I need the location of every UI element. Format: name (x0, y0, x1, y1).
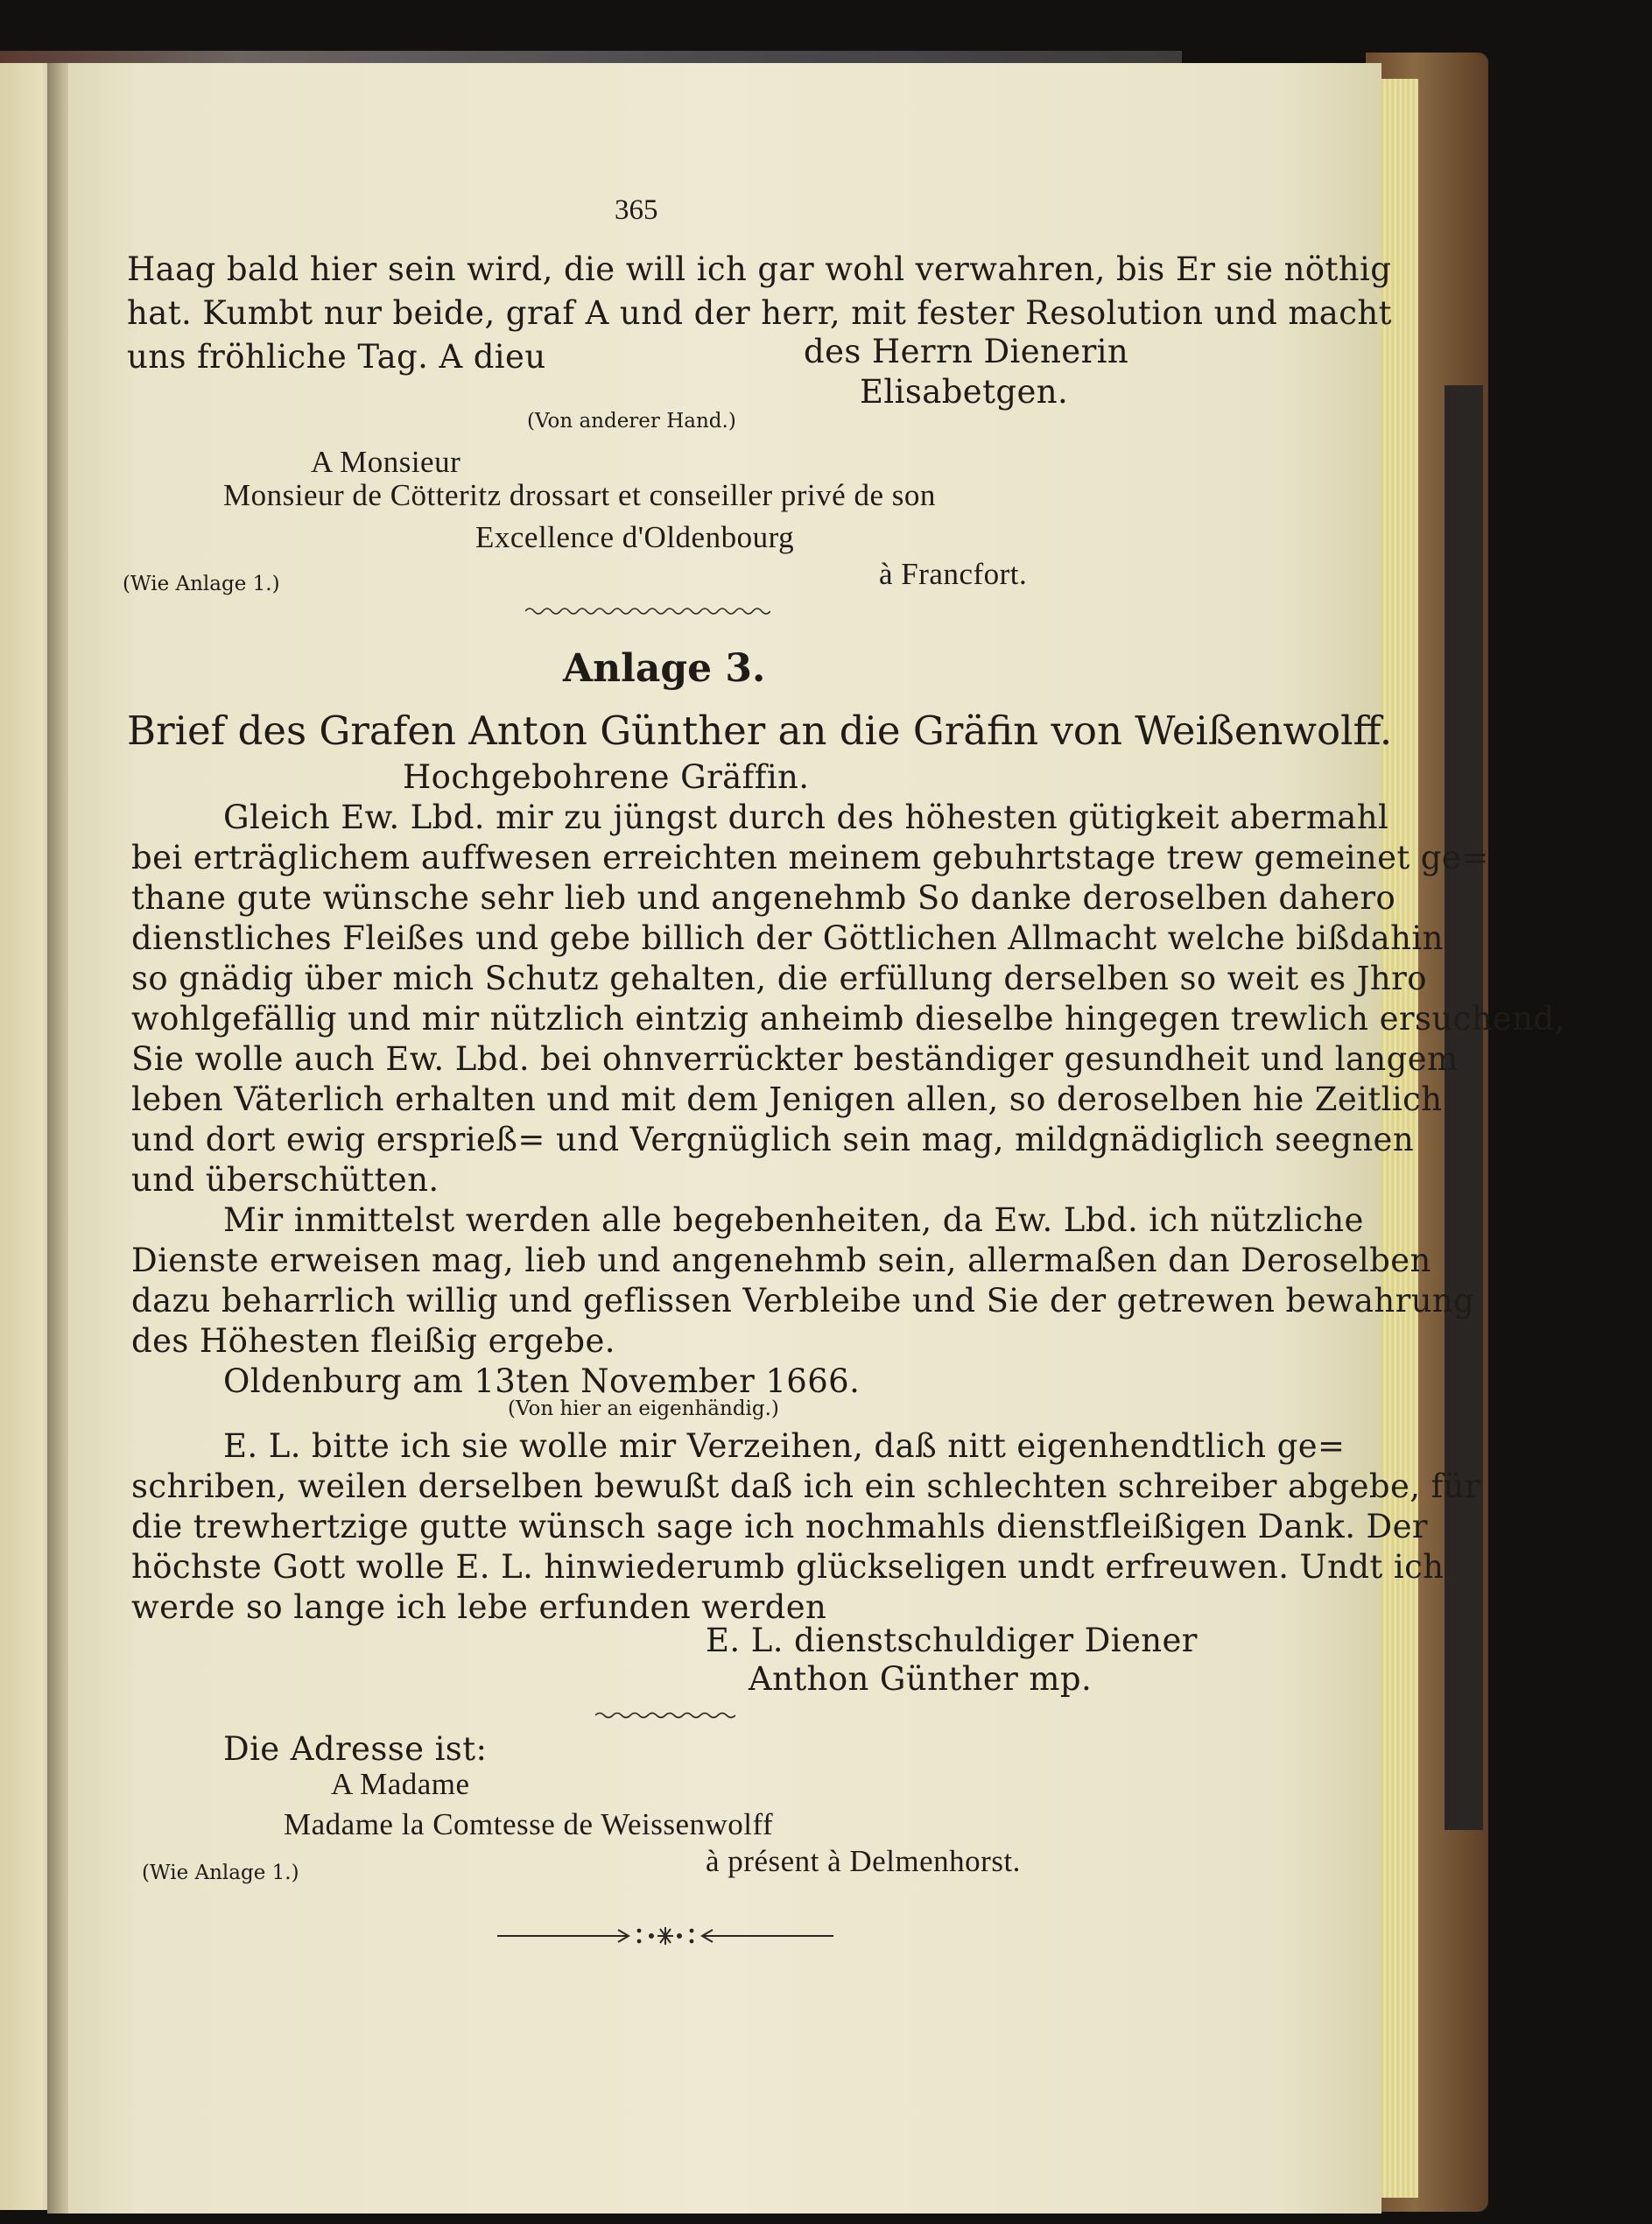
text-line: Dienste erweisen mag, lieb und angenehmb sein, allermaßen dan Deroselben (131, 1242, 1431, 1279)
text-line: Sie wolle auch Ew. Lbd. bei ohnverrückter beständiger gesundheit und langem (131, 1040, 1459, 1078)
text-line: hat. Kumbt nur beide, graf A und der herr, mit fester Resolution und macht (127, 294, 1392, 332)
address-line: Excellence d'Oldenbourg (475, 520, 795, 554)
text-line: schriben, weilen derselben bewußt daß ich ein schlechten schreiber abgebe, für (131, 1467, 1480, 1505)
text-line: Haag bald hier sein wird, die will ich gar wohl verwahren, bis Er sie nöthig (127, 250, 1392, 288)
editorial-note: (Von hier an eigenhändig.) (508, 1397, 779, 1420)
date-line: Oldenburg am 13ten November 1666. (223, 1362, 861, 1400)
text-line: des Höhesten fleißig ergebe. (131, 1322, 615, 1360)
squiggle-separator (595, 1709, 735, 1721)
text-line: Mir inmittelst werden alle begebenheiten, da Ew. Lbd. ich nützliche (223, 1201, 1364, 1239)
end-ornament (497, 1923, 833, 1949)
address-line: Madame la Comtesse de Weissenwolff (284, 1807, 774, 1841)
text-line: dienstliches Fleißes und gebe billich der Göttlichen Allmacht welche bißdahin (131, 919, 1444, 957)
page-number: 365 (615, 194, 658, 226)
editorial-note: (Wie Anlage 1.) (123, 573, 280, 595)
page-gutter (47, 63, 68, 2213)
text-line: E. L. bitte ich sie wolle mir Verzeihen, daß nitt eigenhendtlich ge= (223, 1427, 1346, 1465)
address-line: Monsieur de Cötteritz drossart et conseiller privé de son (223, 478, 936, 512)
text-line: die trewhertzige gutte wünsch sage ich nochmahls dienstfleißigen Dank. Der (131, 1508, 1428, 1545)
address-label: Die Adresse ist: (223, 1730, 488, 1768)
text-line: werde so lange ich lebe erfunden werden (131, 1588, 827, 1626)
address-line: A Monsieur (311, 445, 461, 479)
closing-line: E. L. dienstschuldiger Diener (706, 1622, 1198, 1659)
address-line: à Francfort. (879, 557, 1028, 591)
editorial-note: (Wie Anlage 1.) (142, 1862, 299, 1884)
signature-name: Elisabetgen. (860, 373, 1069, 411)
text-line: und überschütten. (131, 1161, 439, 1199)
text-line: dazu beharrlich willig und geflissen Verbleibe und Sie der getrewen bewahrung (131, 1282, 1475, 1320)
appendix-heading: Anlage 3. (563, 646, 766, 691)
cover-spine-strip (1445, 385, 1483, 1830)
closing-signature: Anthon Günther mp. (749, 1660, 1093, 1698)
text-line: höchste Gott wolle E. L. hinwiederumb glückseligen undt erfreuwen. Undt ich (131, 1548, 1445, 1586)
editorial-note: (Von anderer Hand.) (527, 410, 736, 433)
text-line: so gnädig über mich Schutz gehalten, die erfüllung derselben so weit es Jhro (131, 960, 1427, 997)
appendix-subheading: Brief des Grafen Anton Günther an die Gräfin von Weißenwolff. (127, 707, 1393, 754)
text-line: leben Väterlich erhalten und mit dem Jenigen allen, so deroselben hie Zeitlich (131, 1080, 1443, 1118)
squiggle-separator (525, 604, 770, 618)
signature-line: des Herrn Dienerin (804, 333, 1129, 370)
salutation: Hochgebohrene Gräffin. (403, 758, 810, 796)
text-line: wohlgefällig und mir nützlich eintzig anheimb dieselbe hingegen trewlich ersuchend, (131, 1000, 1565, 1038)
text-line: Gleich Ew. Lbd. mir zu jüngst durch des höhesten gütigkeit abermahl (223, 799, 1389, 836)
text-line: thane gute wünsche sehr lieb und angenehmb So danke deroselben dahero (131, 879, 1396, 917)
text-line: uns fröhliche Tag. A dieu (127, 338, 546, 376)
text-line: bei erträglichem auffwesen erreichten meinem gebuhrtstage trew gemeinet ge= (131, 839, 1489, 876)
text-line: und dort ewig ersprieß= und Vergnüglich sein mag, mildgnädiglich seegnen (131, 1121, 1415, 1158)
address-line: à présent à Delmenhorst. (706, 1844, 1021, 1878)
address-line: A Madame (331, 1767, 470, 1801)
